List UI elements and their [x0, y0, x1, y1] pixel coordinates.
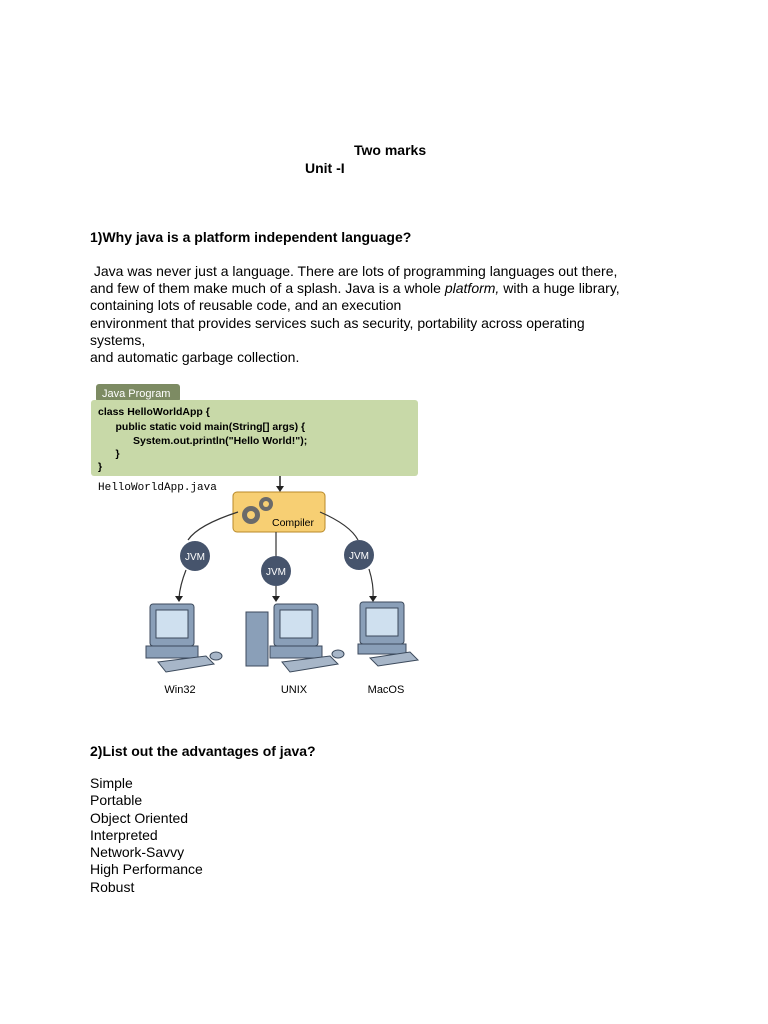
list-item: High Performance	[90, 861, 203, 878]
jvm-label: JVM	[185, 552, 205, 563]
list-item: Portable	[90, 792, 143, 809]
code-line: }	[98, 448, 120, 460]
list-item: Simple	[90, 775, 133, 791]
computer-icon-win32	[146, 604, 222, 672]
jvm-label: JVM	[266, 567, 286, 578]
code-line: public static void main(String[] args) {	[98, 421, 306, 433]
answer-italic-word: platform,	[444, 280, 500, 297]
answer-line: containing lots of reusable code, and an execution	[90, 297, 402, 314]
answer-line	[90, 280, 690, 297]
arrow-down-icon	[272, 596, 280, 602]
java-platform-diagram	[88, 380, 428, 700]
answer-line: environment that provides services such as security, portability across operating	[90, 314, 585, 331]
answer-1-paragraph	[90, 263, 690, 366]
computer-icon-macos	[358, 602, 418, 666]
unit-heading: Unit -I	[305, 160, 345, 176]
platform-label-unix: UNIX	[280, 684, 308, 696]
compiler-label: Compiler	[272, 517, 315, 529]
panel-title: Java Program	[102, 388, 171, 400]
advantages-list	[90, 775, 203, 896]
platform-label-win32: Win32	[164, 684, 196, 696]
answer-text: and few of them make much of a splash. Java is a whole	[90, 280, 445, 297]
list-item: Object Oriented	[90, 809, 189, 826]
list-item: Interpreted	[90, 826, 158, 843]
filename-label: HelloWorldApp.java	[98, 482, 217, 494]
arrow-down-icon	[369, 596, 377, 602]
question-2: 2)List out the advantages of java?	[90, 743, 316, 759]
arrow-down-icon	[175, 596, 183, 602]
code-line: System.out.println("Hello World!");	[98, 435, 308, 447]
code-line: }	[98, 461, 103, 473]
jvm-label: JVM	[349, 551, 369, 562]
doc-title: Two marks	[354, 142, 427, 158]
answer-line: and automatic garbage collection.	[90, 349, 300, 366]
code-line: class HelloWorldApp {	[98, 406, 210, 418]
arrow-down-icon	[276, 486, 284, 492]
computer-icon-unix	[246, 604, 344, 672]
answer-text: with a huge library,	[499, 280, 620, 297]
answer-line: systems,	[90, 331, 146, 348]
list-item: Network-Savvy	[90, 844, 185, 861]
question-1: 1)Why java is a platform independent language?	[90, 229, 412, 245]
answer-line: Java was never just a language. There are lots of programming languages out there,	[90, 263, 618, 279]
list-item: Robust	[90, 878, 135, 895]
platform-label-macos: MacOS	[367, 684, 405, 696]
